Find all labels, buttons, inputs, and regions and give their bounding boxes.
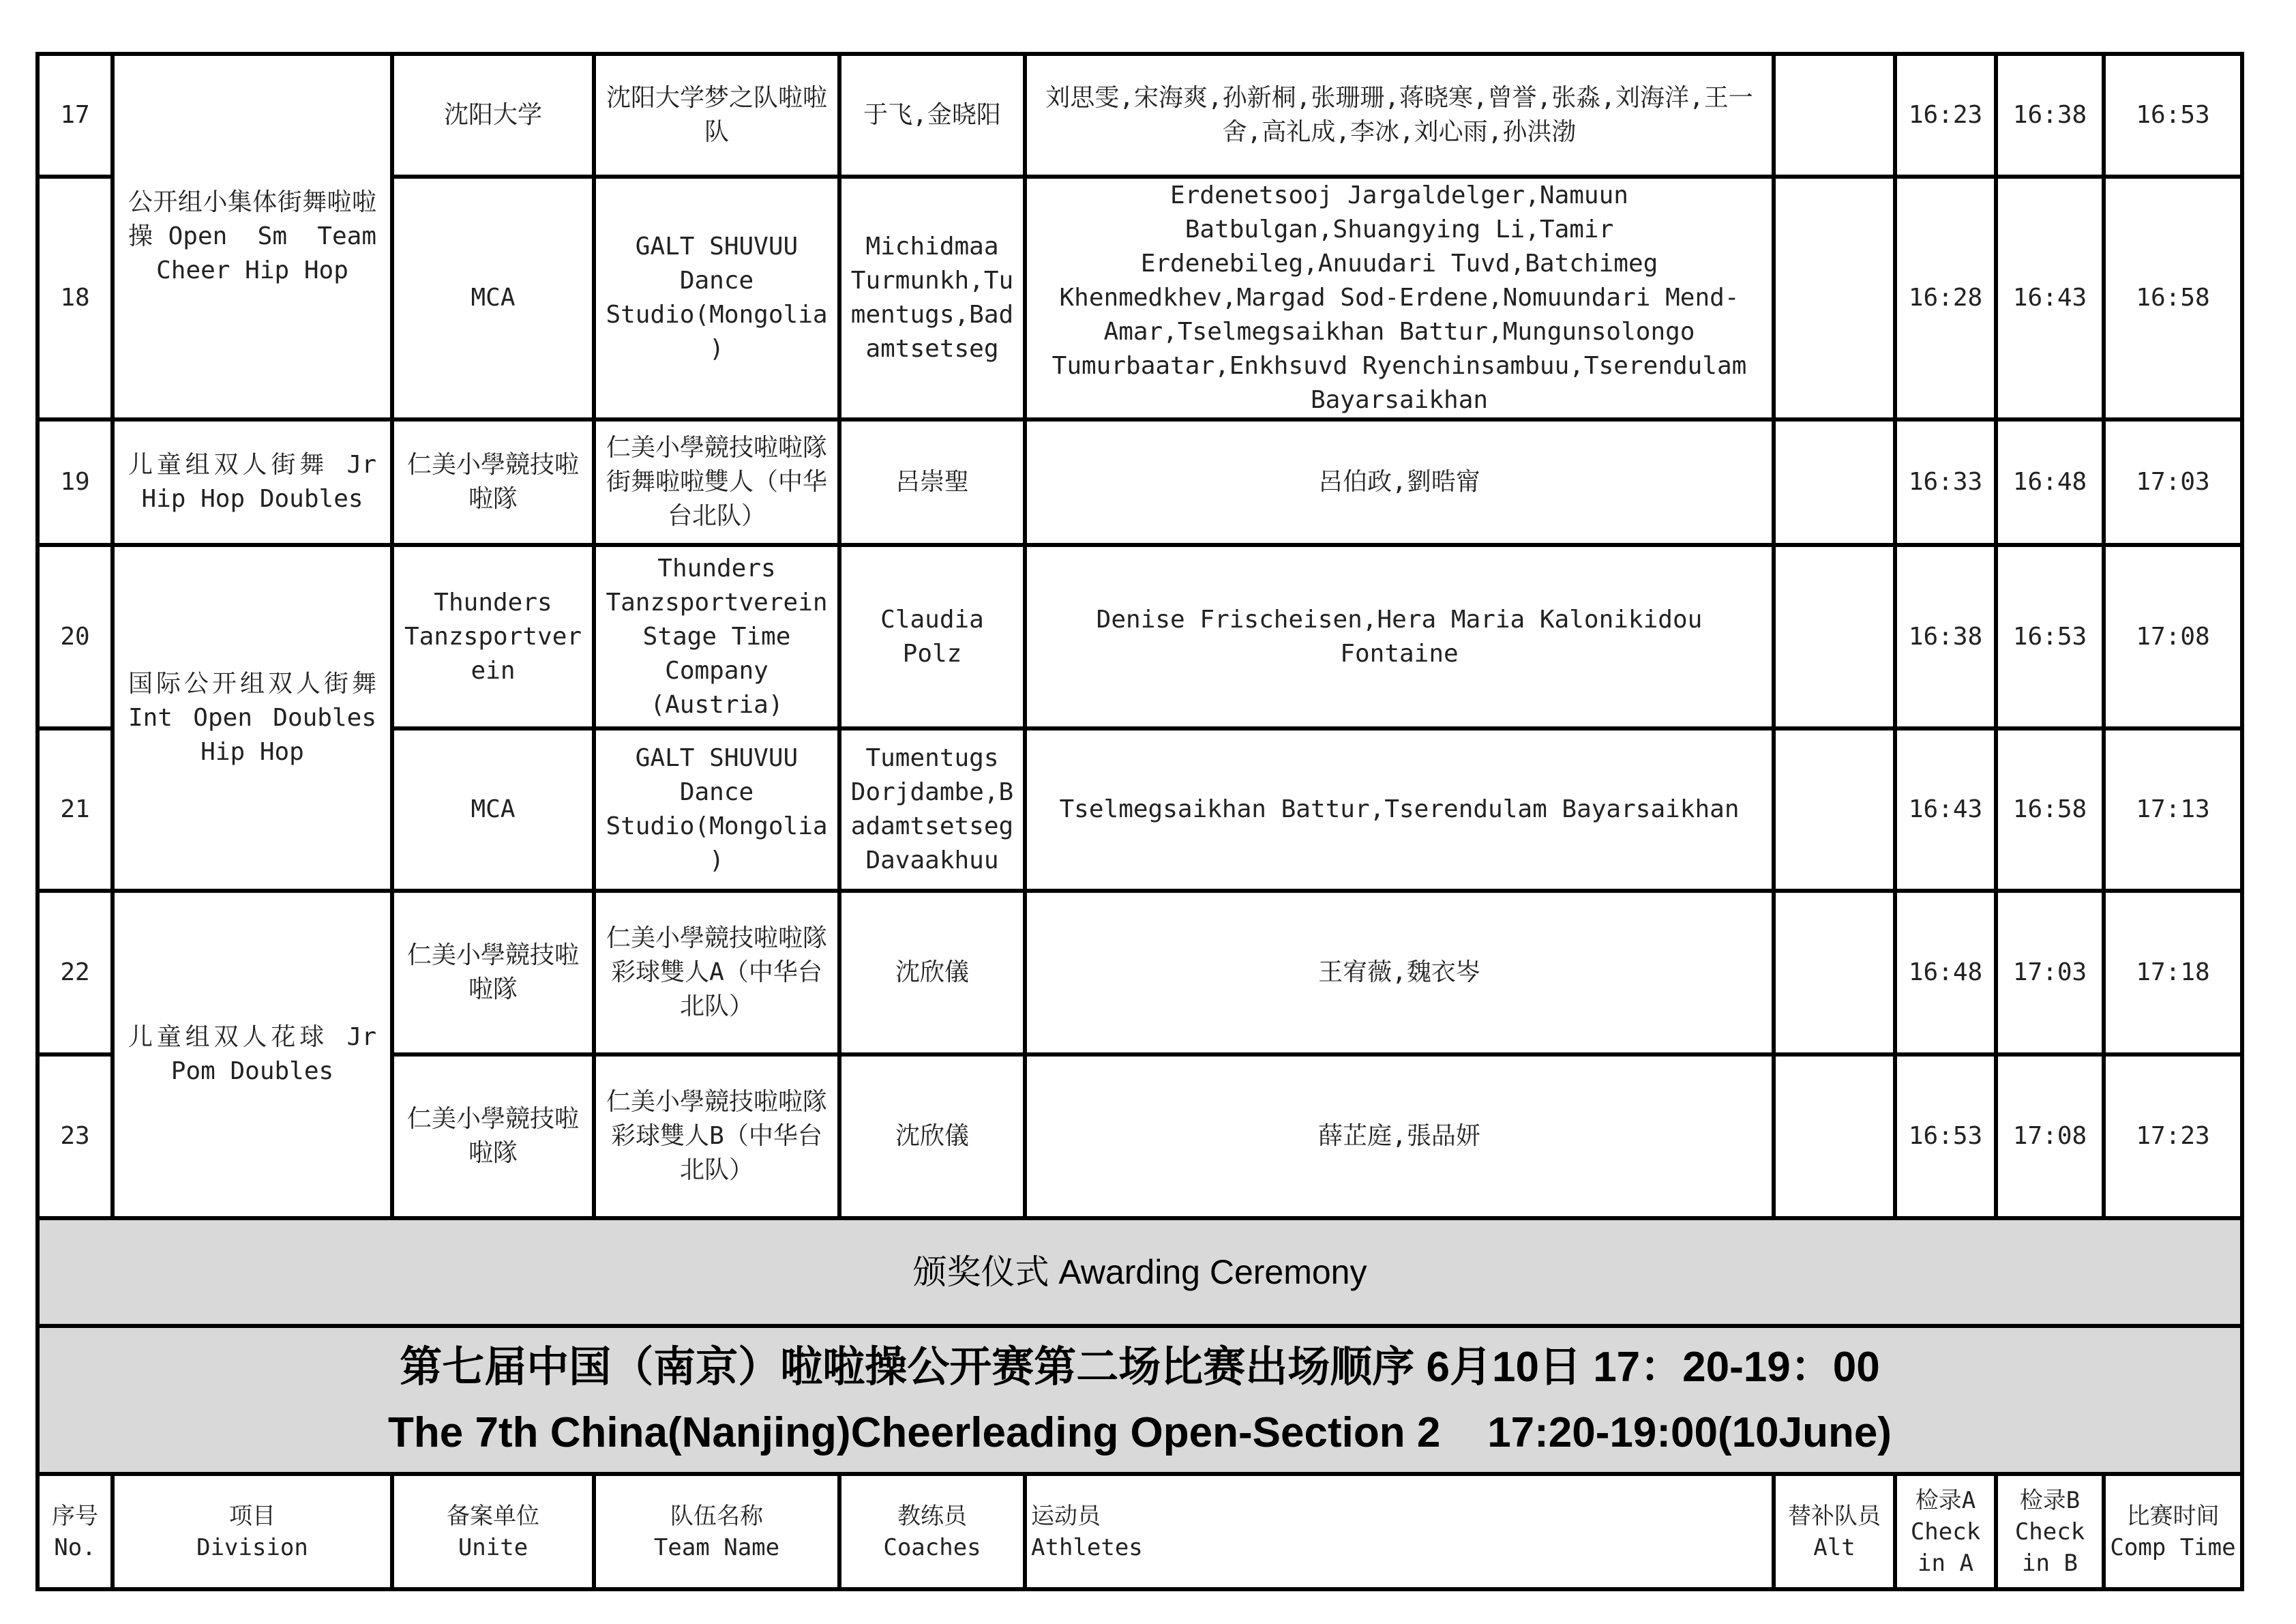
coaches-cell: Michidmaa Turmunkh,Tumentugs,Badamtsetseg [839, 177, 1025, 419]
section-title-en: The 7th China(Nanjing)Cheerleading Open-Section 2 17:20-19:00(10June) [388, 1408, 1892, 1456]
unite-cell: 仁美小學競技啦啦隊 [392, 419, 594, 545]
award-ceremony-row [38, 1218, 2242, 1326]
check-in-a-cell: 16:48 [1895, 891, 1996, 1054]
header-no: 序号 No. [38, 1474, 113, 1589]
athletes-cell: 薛芷庭,張品妍 [1025, 1054, 1774, 1218]
table-row [38, 54, 2242, 177]
table-header-row [38, 1474, 2242, 1589]
team-name-cell: 仁美小學競技啦啦隊街舞啦啦雙人（中华台北队） [594, 419, 839, 545]
header-check-in-b: 检录B Check in B [1996, 1474, 2104, 1589]
check-in-b-cell: 16:58 [1996, 728, 2104, 891]
coaches-cell: Claudia Polz [839, 545, 1025, 728]
alt-cell [1774, 54, 1895, 177]
comp-time-cell: 17:13 [2104, 728, 2242, 891]
award-ceremony-label: 颁奖仪式 Awarding Ceremony [38, 1218, 2242, 1326]
check-in-a-cell: 16:28 [1895, 177, 1996, 419]
athletes-cell: Erdenetsooj Jargaldelger,Namuun Batbulgan,Shuangying Li,Tamir Erdenebileg,Anuudari Tuvd,Batchimeg Khenmedkhev,Margad Sod-Erdene,Nomuundari Mend-Amar,Tselmegsaikhan Battur,Mungunsolongo Tumurbaatar,Enkhsuvd Ryenchinsambuu,Tserendulam Bayarsaikhan [1025, 177, 1774, 419]
division-cell: 国际公开组双人街舞 Int Open Doubles Hip Hop [113, 545, 392, 891]
table-row [38, 891, 2242, 1054]
athletes-cell: Tselmegsaikhan Battur,Tserendulam Bayarsaikhan [1025, 728, 1774, 891]
comp-time-cell: 17:03 [2104, 419, 2242, 545]
alt-cell [1774, 177, 1895, 419]
division-cell: 儿童组双人街舞 Jr Hip Hop Doubles [113, 419, 392, 545]
section-title-cn: 第七届中国（南京）啦啦操公开赛第二场比赛出场顺序 6月10日 17：20-19：00 [400, 1343, 1880, 1391]
coaches-cell: 呂崇聖 [839, 419, 1025, 545]
coaches-cell: 沈欣儀 [839, 891, 1025, 1054]
row-no: 17 [38, 54, 113, 177]
header-alt: 替补队员 Alt [1774, 1474, 1895, 1589]
section-title [38, 1326, 2242, 1474]
division-cell: 公开组小集体街舞啦啦操Open Sm Team Cheer Hip Hop [113, 54, 392, 419]
coaches-cell: Tumentugs Dorjdambe,Badamtsetseg Davaakhuu [839, 728, 1025, 891]
alt-cell [1774, 545, 1895, 728]
coaches-cell: 沈欣儀 [839, 1054, 1025, 1218]
check-in-a-cell: 16:33 [1895, 419, 1996, 545]
athletes-cell: 刘思雯,宋海爽,孙新桐,张珊珊,蒋晓寒,曾誉,张淼,刘海洋,王一舍,高礼成,李冰,刘心雨,孙洪渤 [1025, 54, 1774, 177]
header-comp-time: 比赛时间 Comp Time [2104, 1474, 2242, 1589]
check-in-b-cell: 16:43 [1996, 177, 2104, 419]
alt-cell [1774, 728, 1895, 891]
comp-time-cell: 17:08 [2104, 545, 2242, 728]
check-in-b-cell: 16:38 [1996, 54, 2104, 177]
header-division: 项目 Division [113, 1474, 392, 1589]
schedule-table [35, 52, 2244, 1591]
row-no: 22 [38, 891, 113, 1054]
header-unite: 备案单位 Unite [392, 1474, 594, 1589]
unite-cell: 仁美小學競技啦啦隊 [392, 1054, 594, 1218]
check-in-b-cell: 16:53 [1996, 545, 2104, 728]
comp-time-cell: 16:53 [2104, 54, 2242, 177]
check-in-a-cell: 16:53 [1895, 1054, 1996, 1218]
unite-cell: Thunders Tanzsportverein [392, 545, 594, 728]
division-cell: 儿童组双人花球 Jr Pom Doubles [113, 891, 392, 1218]
team-name-cell: 仁美小學競技啦啦隊彩球雙人B（中华台北队） [594, 1054, 839, 1218]
header-team-name: 队伍名称 Team Name [594, 1474, 839, 1589]
header-check-in-a: 检录A Check in A [1895, 1474, 1996, 1589]
comp-time-cell: 17:18 [2104, 891, 2242, 1054]
unite-cell: MCA [392, 728, 594, 891]
header-athletes: 运动员 Athletes [1025, 1474, 1774, 1589]
row-no: 23 [38, 1054, 113, 1218]
unite-cell: 仁美小學競技啦啦隊 [392, 891, 594, 1054]
check-in-b-cell: 17:08 [1996, 1054, 2104, 1218]
section-title-row [38, 1326, 2242, 1474]
athletes-cell: 王宥薇,魏衣岑 [1025, 891, 1774, 1054]
coaches-cell: 于飞,金晓阳 [839, 54, 1025, 177]
header-coaches: 教练员 Coaches [839, 1474, 1025, 1589]
athletes-cell: 呂伯政,劉晧甯 [1025, 419, 1774, 545]
team-name-cell: 仁美小學競技啦啦隊彩球雙人A（中华台北队） [594, 891, 839, 1054]
alt-cell [1774, 891, 1895, 1054]
alt-cell [1774, 1054, 1895, 1218]
row-no: 18 [38, 177, 113, 419]
team-name-cell: GALT SHUVUU Dance Studio(Mongolia) [594, 728, 839, 891]
check-in-b-cell: 16:48 [1996, 419, 2104, 545]
check-in-a-cell: 16:43 [1895, 728, 1996, 891]
unite-cell: MCA [392, 177, 594, 419]
check-in-b-cell: 17:03 [1996, 891, 2104, 1054]
alt-cell [1774, 419, 1895, 545]
table-row [38, 545, 2242, 728]
row-no: 21 [38, 728, 113, 891]
athletes-cell: Denise Frischeisen,Hera Maria Kalonikidou Fontaine [1025, 545, 1774, 728]
team-name-cell: GALT SHUVUU Dance Studio(Mongolia) [594, 177, 839, 419]
team-name-cell: Thunders Tanzsportverein Stage Time Company (Austria) [594, 545, 839, 728]
table-row [38, 419, 2242, 545]
unite-cell: 沈阳大学 [392, 54, 594, 177]
check-in-a-cell: 16:38 [1895, 545, 1996, 728]
row-no: 20 [38, 545, 113, 728]
row-no: 19 [38, 419, 113, 545]
comp-time-cell: 16:58 [2104, 177, 2242, 419]
comp-time-cell: 17:23 [2104, 1054, 2242, 1218]
team-name-cell: 沈阳大学梦之队啦啦队 [594, 54, 839, 177]
check-in-a-cell: 16:23 [1895, 54, 1996, 177]
